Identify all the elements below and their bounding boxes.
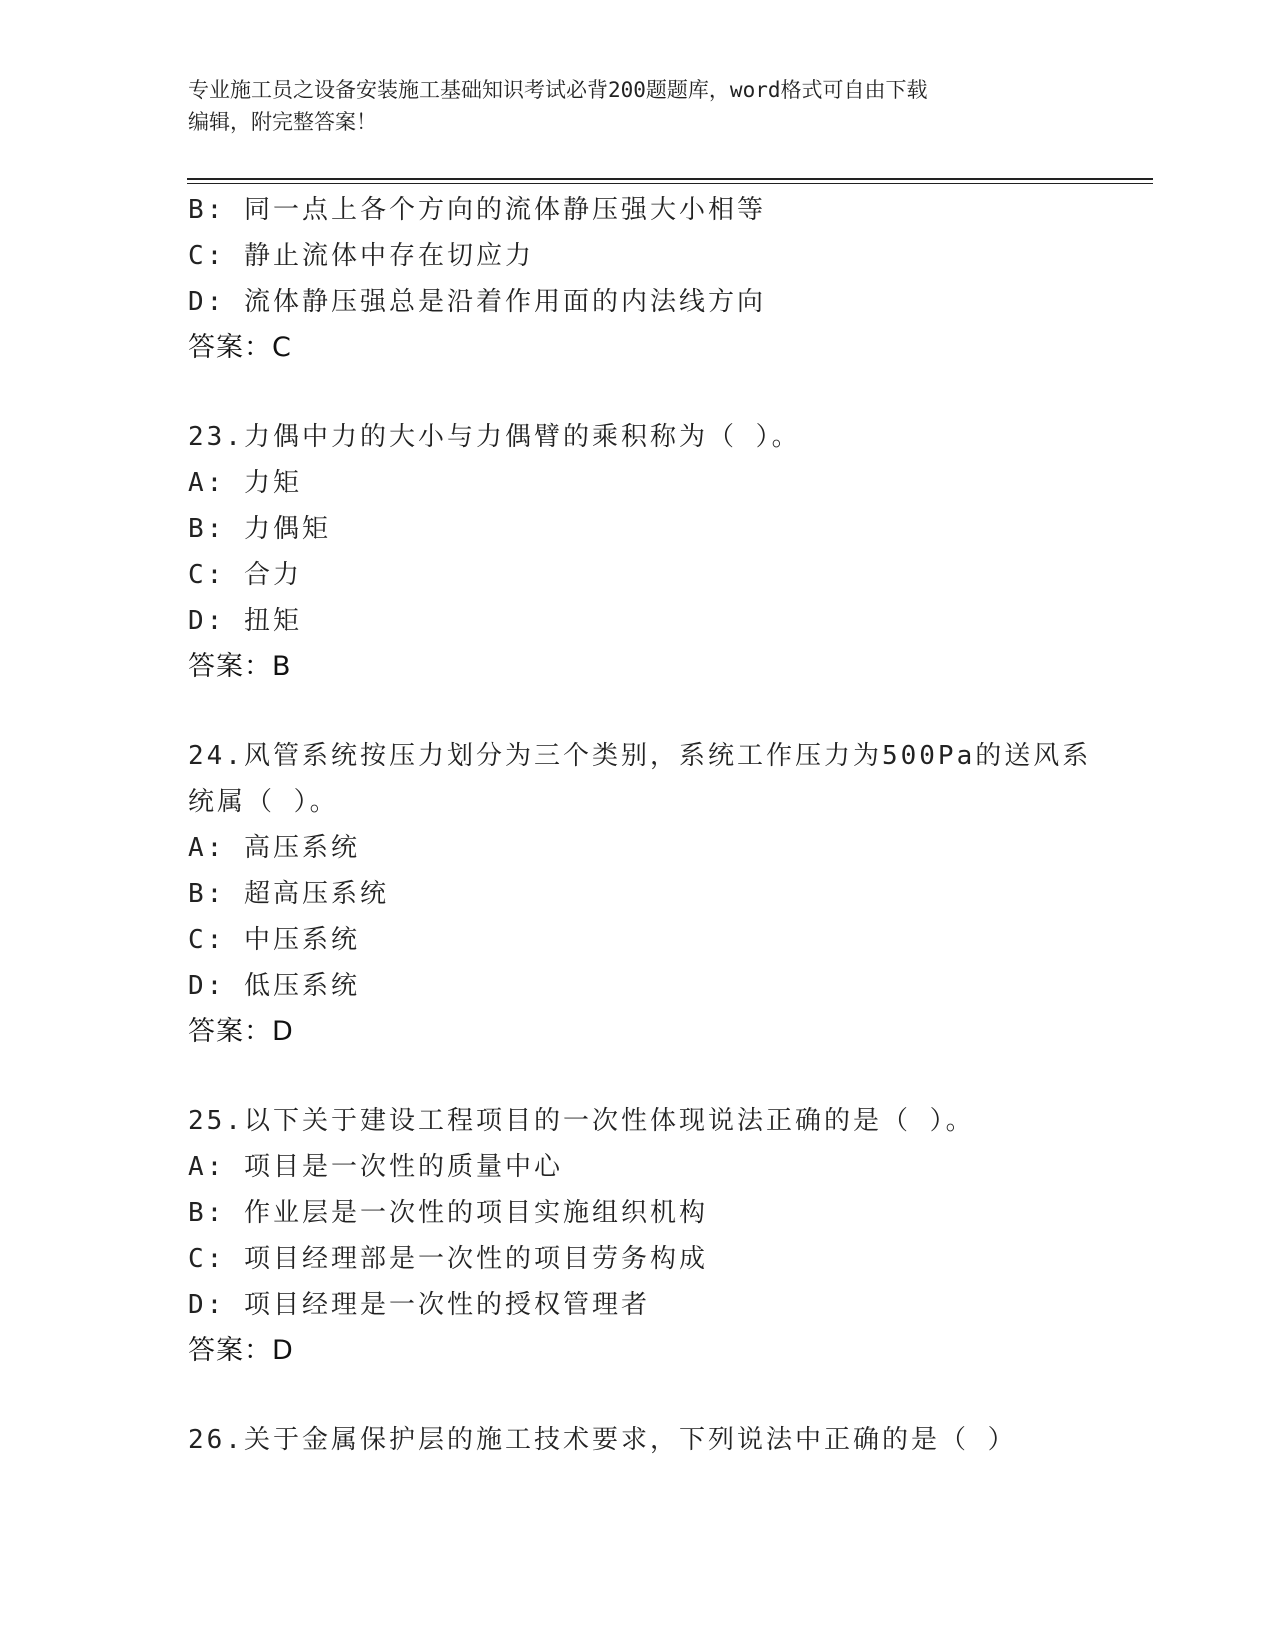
answer-line: 答案：D [188,1335,294,1366]
answer-line: 答案：B [188,651,292,682]
question-stem: 26.关于金属保护层的施工技术要求，下列说法中正确的是（ ） [188,1425,1017,1455]
option-d: D: 流体静压强总是沿着作用面的内法线方向 [188,287,766,317]
option-b: B: 同一点上各个方向的流体静压强大小相等 [188,195,766,225]
question-23 [188,414,1088,690]
option-d: D: 低压系统 [188,971,360,1001]
option-c: C: 项目经理部是一次性的项目劳务构成 [188,1244,708,1274]
header-divider-thick [187,178,1153,180]
question-stem-continued: 统属（ ）。 [188,787,339,817]
question-stem: 24.风管系统按压力划分为三个类别，系统工作压力为500Pa的送风系 [188,741,1092,771]
option-b: B: 作业层是一次性的项目实施组织机构 [188,1198,708,1228]
question-24 [188,733,1092,1055]
option-a: A: 高压系统 [188,833,360,863]
header-divider-thin [187,183,1153,184]
question-list [188,187,1092,1463]
partial-question [188,187,1088,371]
option-c: C: 中压系统 [188,925,360,955]
option-b: B: 力偶矩 [188,514,331,544]
option-d: D: 扭矩 [188,606,302,636]
document-header [188,74,1088,138]
question-26 [188,1417,1088,1463]
option-c: C: 合力 [188,560,302,590]
answer-line: 答案：D [188,1016,294,1047]
option-c: C: 静止流体中存在切应力 [188,241,534,271]
answer-line: 答案：C [188,332,292,363]
option-b: B: 超高压系统 [188,879,389,909]
header-line-1: 专业施工员之设备安装施工基础知识考试必背200题题库，word格式可自由下载 [188,78,928,102]
header-line-2: 编辑，附完整答案！ [188,110,377,134]
question-stem: 25.以下关于建设工程项目的一次性体现说法正确的是（ ）。 [188,1106,975,1136]
option-a: A: 项目是一次性的质量中心 [188,1152,563,1182]
question-stem: 23.力偶中力的大小与力偶臂的乘积称为（ ）。 [188,422,801,452]
option-d: D: 项目经理是一次性的授权管理者 [188,1290,650,1320]
option-a: A: 力矩 [188,468,302,498]
question-25 [188,1098,1088,1374]
